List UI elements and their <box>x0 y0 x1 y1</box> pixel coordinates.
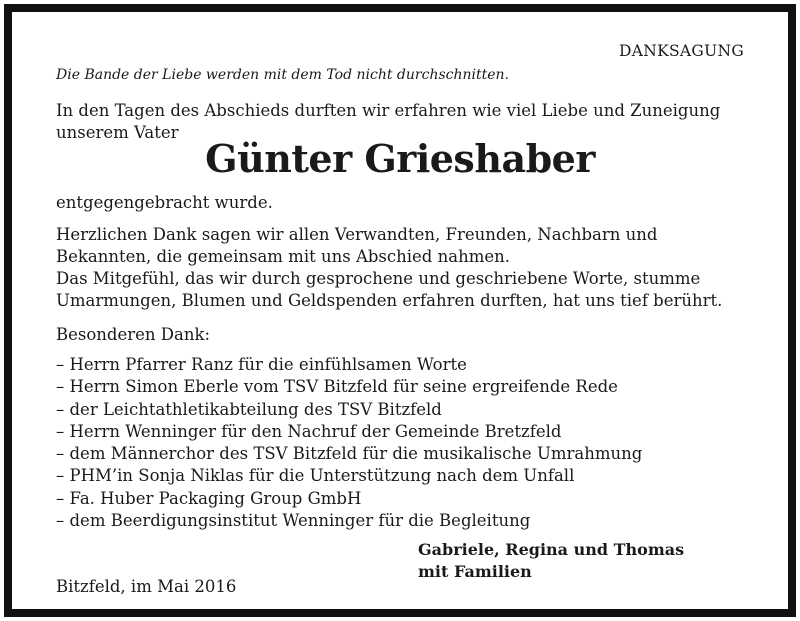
sympathy-paragraph: Das Mitgefühl, das wir durch gesprochene und geschriebene Worte, stumme Umarmungen, Blumen und Geldspenden erfahren durften, hat uns tief berührt. <box>56 269 723 310</box>
signature-names: Gabriele, Regina und Thomas <box>418 540 685 559</box>
thanks-list-item: – dem Beerdigungsinstitut Wenninger für die Begleitung <box>56 511 531 531</box>
place-date: Bitzfeld, im Mai 2016 <box>56 577 237 596</box>
thanks-paragraph: Herzlichen Dank sagen wir allen Verwandten, Freunden, Nachbarn und Bekannten, die gemeinsam mit uns Abschied nahmen. <box>56 225 658 266</box>
notice-frame <box>4 4 796 617</box>
notice-heading: DANKSAGUNG <box>619 42 744 60</box>
intro-text: In den Tagen des Abschieds durften wir erfahren wie viel Liebe und Zuneigung unserem Vater <box>56 101 721 142</box>
thanks-list-item: – Fa. Huber Packaging Group GmbH <box>56 488 362 508</box>
special-thanks-title: Besonderen Dank: <box>56 325 211 344</box>
thanks-list-item: – der Leichtathletikabteilung des TSV Bitzfeld <box>56 399 442 419</box>
thanks-list-item: – Herrn Simon Eberle vom TSV Bitzfeld für seine ergreifende Rede <box>56 377 618 397</box>
thanks-list-item: – PHM’in Sonja Niklas für die Unterstützung nach dem Unfall <box>56 466 575 486</box>
signature <box>418 539 684 583</box>
special-thanks-list <box>56 354 744 532</box>
signature-families: mit Familien <box>418 562 532 581</box>
thanks-list-item: – Herrn Pfarrer Ranz für die einfühlsamen Worte <box>56 355 467 374</box>
after-name-text: entgegengebracht wurde. <box>56 193 273 212</box>
motto: Die Bande der Liebe werden mit dem Tod nicht durchschnitten. <box>56 67 509 83</box>
notice-content <box>56 12 744 609</box>
thanks-list-item: – Herrn Wenninger für den Nachruf der Gemeinde Bretzfeld <box>56 421 562 441</box>
deceased-name: Günter Grieshaber <box>205 136 595 181</box>
thanks-list-item: – dem Männerchor des TSV Bitzfeld für die musikalische Umrahmung <box>56 444 643 464</box>
